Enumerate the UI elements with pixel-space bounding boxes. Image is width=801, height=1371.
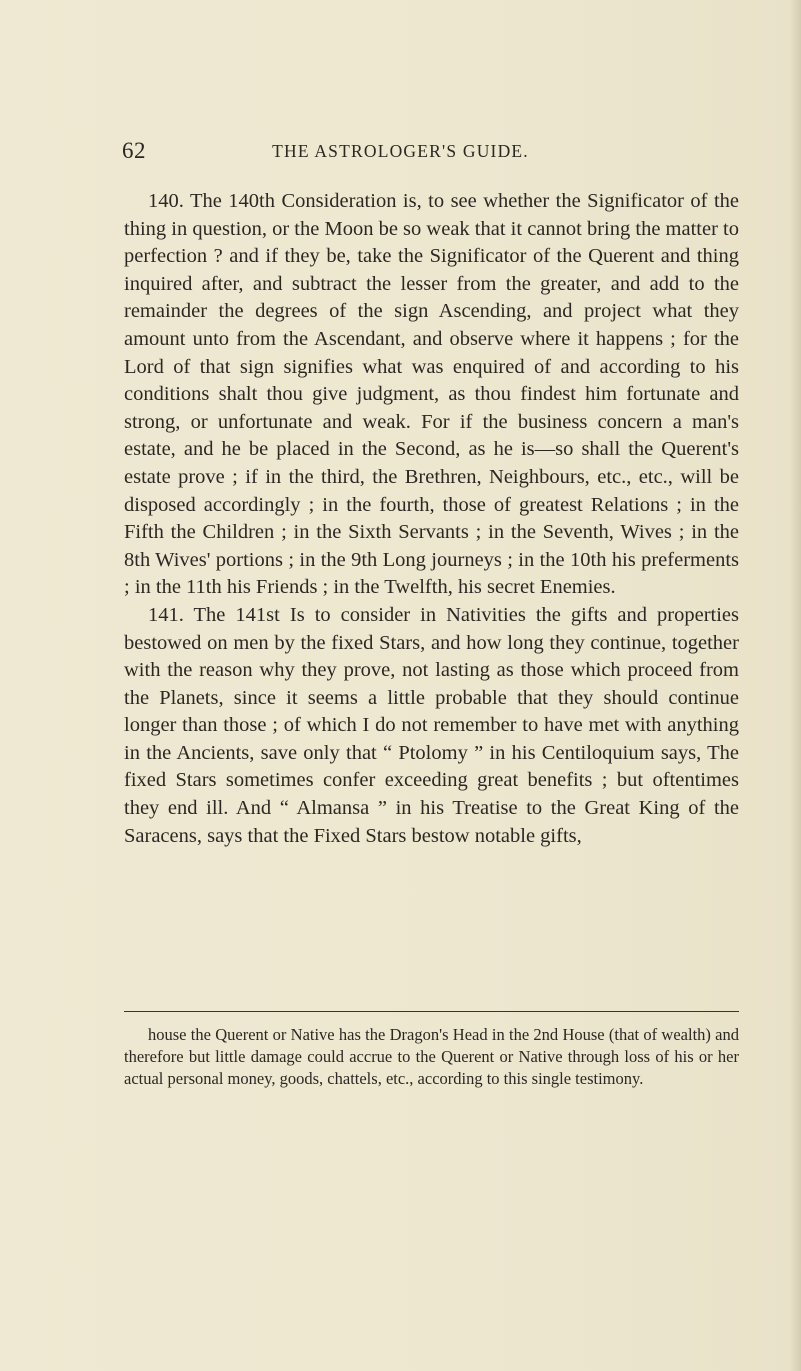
paragraph-141: 141. The 141st Is to consider in Nativities the gifts and properties bestowed on men by the fixed Stars, and how long they continue, together with the reason why they prove, not lasting as those which proceed from the Planets, since it seems a little probable that they should continue longer than those ; of which I do not remember to have met with anything in the Ancients, save only that “ Ptolomy ” in his Centiloquium says, The fixed Stars sometimes confer exceeding great benefits ; but oftentimes they end ill. And “ Almansa ” in his Treatise to the Great King of the Saracens, says that the Fixed Stars bestow notable gifts, bbox=[124, 603, 739, 847]
page-header bbox=[0, 138, 801, 168]
footnote-rule bbox=[124, 1011, 739, 1012]
running-head: THE ASTROLOGER'S GUIDE. bbox=[272, 141, 529, 161]
page-edge-shadow bbox=[789, 0, 801, 1371]
footnote-text: house the Querent or Native has the Dragon's Head in the 2nd House (that of wealth) and therefore but little damage could accrue to the Querent or Native through loss of his or her actual personal money, goods, chattels, etc., according to this single testimony. bbox=[124, 1025, 739, 1088]
paragraph-140: 140. The 140th Consideration is, to see whether the Significator of the thing in question, or the Moon be so weak that it cannot bring the matter to perfection ? and if they be, take the Significator of the Querent and thing inquired after, and subtract the lesser from the greater, and add to the remainder the degrees of the sign Ascending, and project what they amount unto from the Ascendant, and observe where it happens ; for the Lord of that sign signifies what was enquired of and according to his conditions shalt thou give judgment, as thou findest him fortunate and strong, or unfortunate and weak. For if the business concern a man's estate, and he be placed in the Second, as he is—so shall the Querent's estate prove ; if in the third, the Brethren, Neighbours, etc., etc., will be disposed accordingly ; in the fourth, those of greatest Relations ; in the Fifth the Children ; in the Sixth Servants ; in the Seventh, Wives ; in the 8th Wives' portions ; in the 9th Long journeys ; in the 10th his preferments ; in the 11th his Friends ; in the Twelfth, his secret Enemies. bbox=[124, 190, 739, 599]
footnote bbox=[124, 1024, 739, 1089]
main-text bbox=[124, 188, 739, 850]
page-number: 62 bbox=[122, 138, 146, 163]
